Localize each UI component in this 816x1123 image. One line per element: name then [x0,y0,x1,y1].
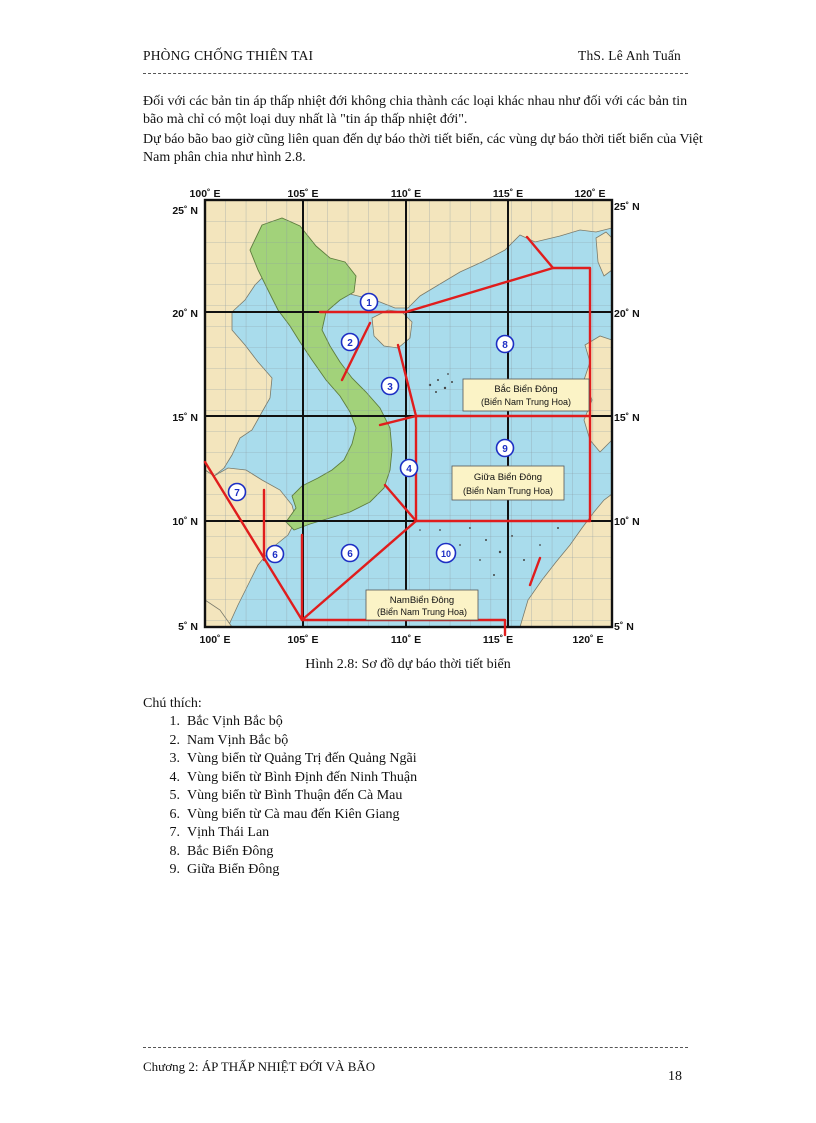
footer-chapter: Chương 2: ÁP THẤP NHIỆT ĐỚI VÀ BÃO [143,1059,376,1074]
notes-title: Chú thích: [143,696,202,711]
item-text: Bắc Biển Đông [187,843,274,859]
item-text: Vùng biển từ Bình Thuận đến Cà Mau [187,788,403,803]
footer-rule [143,1047,688,1048]
region-name-central: Giữa Biển Đông [473,472,543,483]
zone-marker-1 [361,294,378,311]
item-text: Bắc Vịnh Bắc bộ [187,714,283,729]
region-box-south [366,590,478,620]
page-number: 18 [668,1069,682,1084]
list-item [143,769,417,788]
item-number: 1. [169,714,180,729]
zone-number: 6 [347,549,353,560]
region-sub-north: (Biển Nam Trung Hoa) [480,397,572,407]
item-number: 9. [169,862,180,877]
lat-label-left: 25˚ N [172,205,198,217]
zone-number: 4 [406,464,412,475]
zone-marker-6b [342,545,359,562]
zone-number: 6 [272,550,278,561]
list-item [143,824,417,843]
lat-label-left: 15˚ N [172,412,198,424]
region-sub-central: (Biển Nam Trung Hoa) [462,486,554,496]
lon-label-bottom: 105˚ E [287,634,319,646]
zone-marker-7 [229,484,246,501]
list-item [143,843,417,862]
lon-label-top: 115˚ E [492,188,524,200]
zone-number: 3 [387,382,393,393]
lon-label-bottom: 120˚ E [572,634,604,646]
lat-label-left: 10˚ N [172,516,198,528]
lon-label-bottom: 110˚ E [390,634,422,646]
figure-caption: Hình 2.8: Sơ đồ dự báo thời tiết biển [305,657,511,672]
zone-marker-4 [401,460,418,477]
header-rule [143,73,688,74]
list-item [143,806,417,825]
list-item [143,713,417,732]
item-text: Nam Vịnh Bắc bộ [187,732,289,748]
lon-label-top: 120˚ E [574,188,606,200]
lat-label-right: 15˚ N [614,412,640,424]
lon-label-bottom: 100˚ E [199,634,231,646]
header-title: PHÒNG CHỐNG THIÊN TAI [143,48,314,63]
lat-label-right: 10˚ N [614,516,640,528]
item-number: 3. [169,751,180,766]
intro-paragraph-2 [143,131,703,167]
list-item [143,787,417,806]
zone-marker-8 [497,336,514,353]
list-item [143,861,417,880]
zone-marker-9 [497,440,514,457]
item-number: 2. [169,732,180,748]
zone-number: 8 [502,340,508,351]
lat-label-right: 5˚ N [614,621,634,633]
zone-marker-10 [437,544,456,563]
item-text: Giữa Biển Đông [187,862,280,877]
zone-number: 10 [440,549,452,559]
item-number: 7. [169,825,180,840]
region-sub-south: (Biển Nam Trung Hoa) [376,607,468,617]
zone-number: 2 [347,338,353,349]
notes-list [143,713,417,880]
lat-label-right: 20˚ N [614,308,640,320]
list-item [143,750,417,769]
item-number: 8. [169,843,180,859]
zone-number: 9 [502,444,508,455]
item-number: 6. [169,806,180,822]
zone-number: 1 [366,298,372,309]
zone-marker-3 [382,378,399,395]
lat-label-right: 25˚ N [614,201,640,213]
intro-paragraph-1 [143,93,703,129]
item-text: Vùng biển từ Bình Định đến Ninh Thuận [187,769,418,785]
item-text: Vùng biển từ Quảng Trị đến Quảng Ngãi [187,751,417,766]
header-author: ThS. Lê Anh Tuấn [578,48,681,63]
region-box-central [452,466,564,500]
marine-forecast-map [163,185,653,650]
lon-label-bottom: 115˚ E [482,634,514,646]
lat-label-left: 20˚ N [172,308,198,320]
region-box-north [463,379,589,411]
lon-label-top: 110˚ E [390,188,422,200]
zone-marker-6a [267,546,284,563]
lat-label-left: 5˚ N [178,621,198,633]
lon-label-top: 105˚ E [287,188,319,200]
item-text: Vịnh Thái Lan [187,825,270,840]
zone-number: 7 [234,488,240,499]
region-name-north: Bắc Biển Đông [494,384,558,395]
lon-label-top: 100˚ E [189,188,221,200]
item-number: 4. [169,769,180,785]
paragraph-text: Dự báo bão bao giờ cũng liên quan đến dự báo thời tiết biển, các vùng dự báo thời tiết biển của Việt Nam phân chia như hình 2.8. [143,132,703,165]
item-number: 5. [169,788,180,803]
paragraph-text: Đối với các bản tin áp thấp nhiệt đới không chia thành các loại khác nhau như đối với các bản tin bão mà chỉ có một loại duy nhất là "tin áp thấp nhiệt đới". [143,94,688,127]
zone-marker-2 [342,334,359,351]
list-item [143,732,417,751]
region-name-south: NamBiển Đông [389,595,455,606]
item-text: Vùng biển từ Cà mau đến Kiên Giang [187,806,400,822]
